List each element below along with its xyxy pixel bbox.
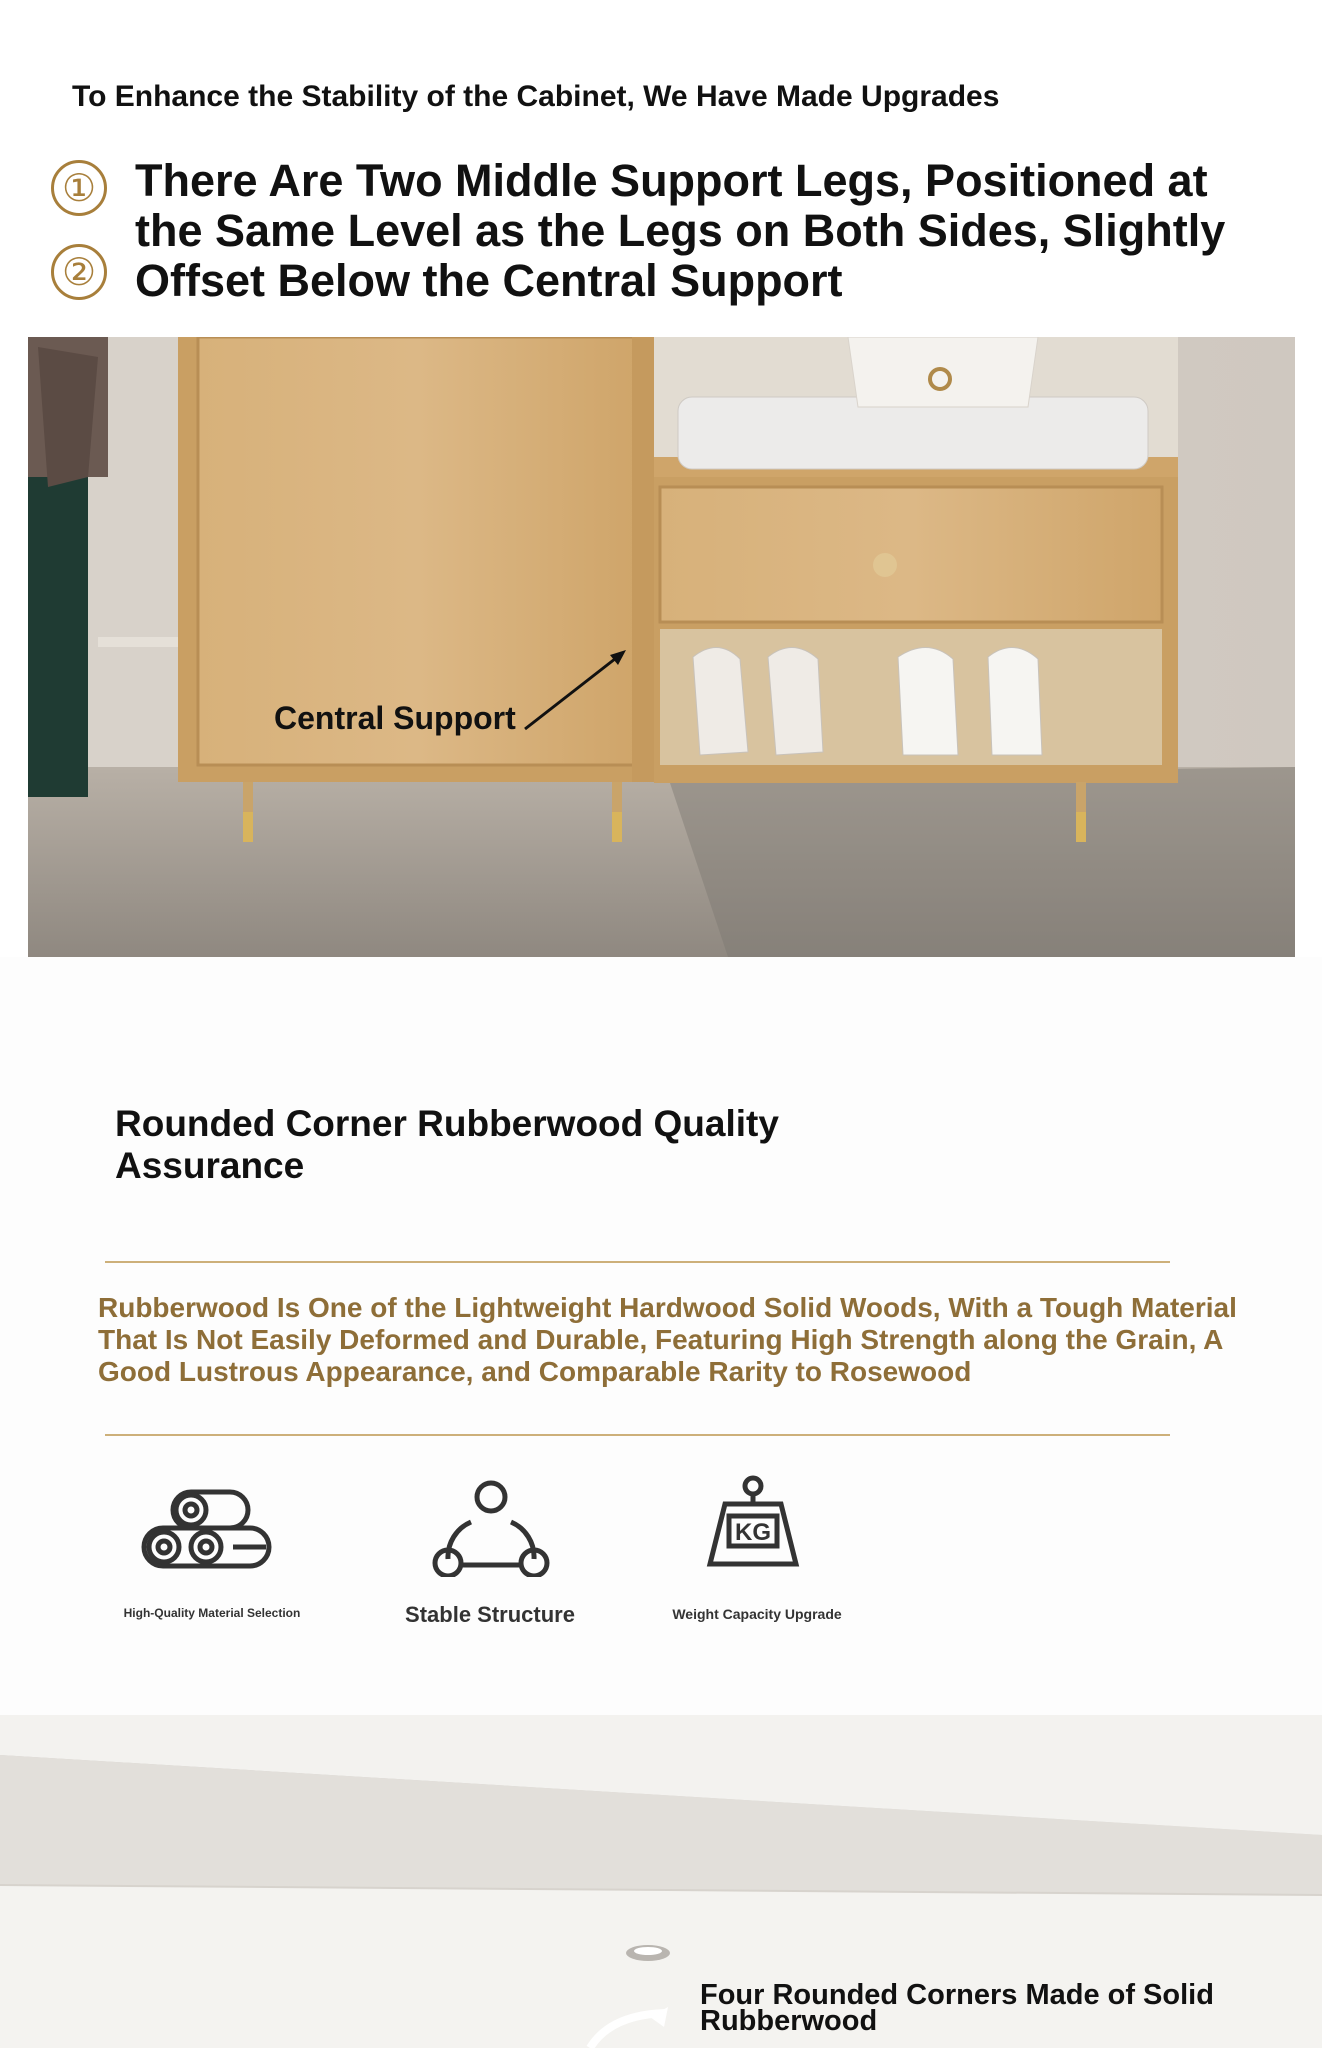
cabinet-photo (28, 337, 1295, 957)
divider-bottom (105, 1434, 1170, 1436)
feature-label-stable: Stable Structure (405, 1602, 575, 1627)
kg-weight-icon (683, 1474, 823, 1574)
feature-label-material: High-Quality Material Selection (123, 1606, 301, 1620)
wood-logs-icon (138, 1480, 278, 1580)
central-support-label: Central Support (274, 700, 516, 736)
rounded-corners-caption: Four Rounded Corners Made of Solid Rubberwood (700, 1979, 1214, 2037)
number-two-badge: ② (51, 244, 107, 300)
divider-top (105, 1261, 1170, 1263)
main-heading: There Are Two Middle Support Legs, Positioned at the Same Level as the Legs on Both Sides, Slightly Offset Below the Central Support (135, 155, 1226, 306)
feature-label-weight: Weight Capacity Upgrade (672, 1606, 842, 1622)
section-title: To Enhance the Stability of the Cabinet, We Have Made Upgrades (72, 80, 1000, 113)
rubberwood-description: Rubberwood Is One of the Lightweight Hardwood Solid Woods, With a Tough Material That Is Not Easily Deformed and Durable, Featuring High Strength along the Grain, A Good Lustrous Appearance, and Comparable Rarity to Rosewood (98, 1292, 1237, 1387)
stable-structure-icon (421, 1477, 561, 1577)
number-one-badge: ① (51, 160, 107, 216)
kg-text: KG (735, 1519, 771, 1546)
quality-heading: Rounded Corner Rubberwood Quality Assurance (115, 1103, 779, 1186)
cabinet-illustration (28, 337, 1295, 957)
